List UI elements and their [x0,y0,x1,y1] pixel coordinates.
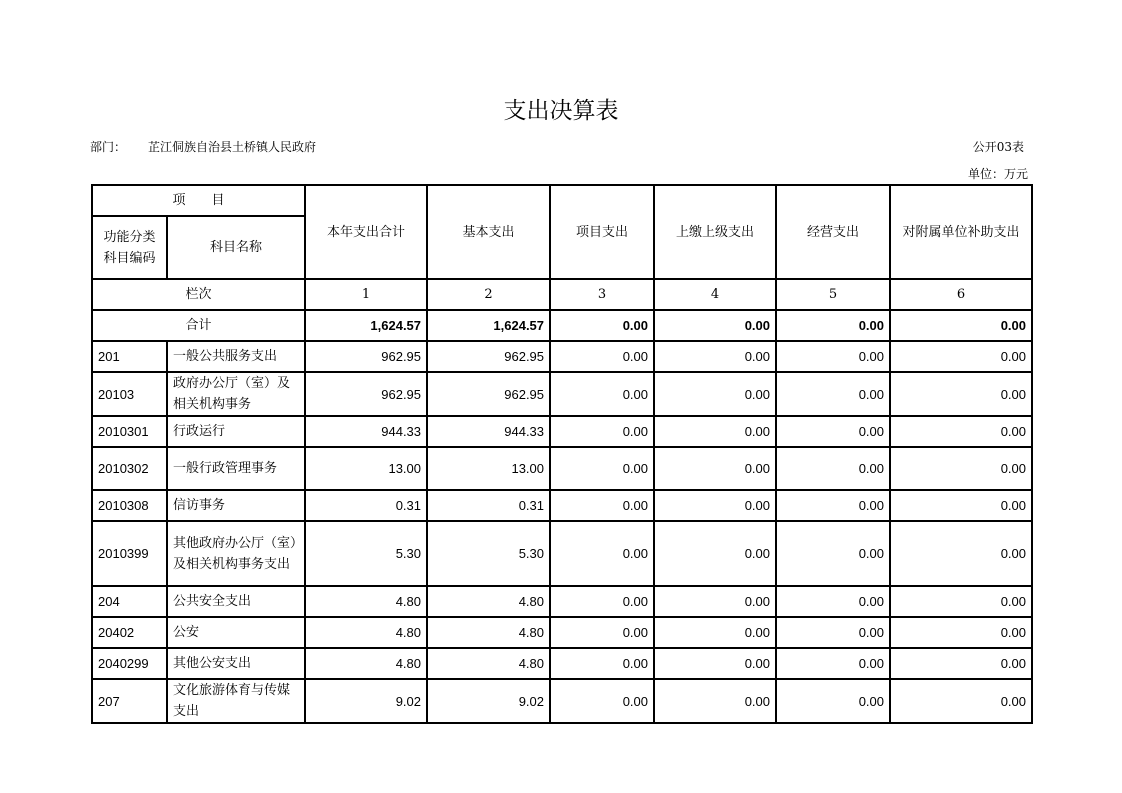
header-col-5: 经营支出 [776,185,890,279]
row-value: 0.00 [654,341,776,372]
row-value: 0.00 [776,521,890,586]
row-code: 204 [92,586,167,617]
total-value: 0.00 [550,310,654,341]
header-code: 功能分类科目编码 [92,216,167,279]
row-code: 20103 [92,372,167,416]
row-code: 2010301 [92,416,167,447]
column-number: 4 [654,279,776,310]
table-row [92,447,1032,490]
department-name: 芷江侗族自治县土桥镇人民政府 [148,140,317,154]
row-value: 5.30 [427,521,550,586]
header-name: 科目名称 [167,216,305,279]
row-value: 0.00 [654,447,776,490]
row-value: 962.95 [305,372,427,416]
row-value: 4.80 [427,586,550,617]
row-value: 0.31 [427,490,550,521]
row-value: 0.00 [550,447,654,490]
row-name: 文化旅游体育与传媒支出 [167,679,305,723]
row-value: 0.00 [890,341,1032,372]
row-value: 0.00 [890,679,1032,723]
row-name: 公安 [167,617,305,648]
header-col-4: 上缴上级支出 [654,185,776,279]
row-value: 0.00 [550,416,654,447]
table-row [92,648,1032,679]
row-value: 0.00 [776,447,890,490]
row-value: 0.00 [890,490,1032,521]
row-value: 0.00 [890,447,1032,490]
row-value: 9.02 [427,679,550,723]
row-name: 行政运行 [167,416,305,447]
row-value: 0.00 [654,586,776,617]
expenditure-table [91,184,1033,724]
column-number: 1 [305,279,427,310]
row-code: 201 [92,341,167,372]
row-value: 0.00 [550,372,654,416]
row-value: 0.00 [550,586,654,617]
row-value: 0.00 [776,416,890,447]
department-label: 部门： [90,140,127,154]
row-value: 0.00 [550,648,654,679]
row-value: 0.00 [776,679,890,723]
row-code: 207 [92,679,167,723]
row-value: 0.00 [890,617,1032,648]
row-value: 0.00 [776,341,890,372]
header-col-2: 基本支出 [427,185,550,279]
table-row [92,679,1032,723]
department-line [90,139,316,155]
row-value: 0.00 [776,617,890,648]
column-number: 2 [427,279,550,310]
form-number: 公开03表 [972,140,1024,154]
row-value: 0.00 [890,372,1032,416]
row-value: 4.80 [427,648,550,679]
row-value: 0.00 [890,648,1032,679]
total-row [92,310,1032,341]
table-row [92,490,1032,521]
row-name: 其他政府办公厅（室）及相关机构事务支出 [167,521,305,586]
row-code: 2010399 [92,521,167,586]
row-value: 13.00 [427,447,550,490]
row-value: 944.33 [427,416,550,447]
row-value: 0.00 [890,521,1032,586]
header-col-1: 本年支出合计 [305,185,427,279]
row-value: 0.00 [550,617,654,648]
page-title: 支出决算表 [503,98,619,124]
column-number: 3 [550,279,654,310]
row-value: 4.80 [305,648,427,679]
row-value: 13.00 [305,447,427,490]
column-index-label: 栏次 [92,279,305,310]
total-value: 1,624.57 [427,310,550,341]
total-value: 0.00 [776,310,890,341]
row-code: 2010302 [92,447,167,490]
header-col-3: 项目支出 [550,185,654,279]
row-value: 962.95 [427,341,550,372]
row-value: 0.00 [550,521,654,586]
row-value: 0.00 [890,586,1032,617]
row-value: 0.00 [890,416,1032,447]
row-value: 0.00 [654,416,776,447]
header-item: 项 目 [92,185,305,216]
total-value: 1,624.57 [305,310,427,341]
column-number: 6 [890,279,1032,310]
table-row [92,521,1032,586]
table-row [92,586,1032,617]
row-value: 9.02 [305,679,427,723]
row-value: 0.00 [550,679,654,723]
row-value: 0.00 [654,679,776,723]
row-value: 0.00 [550,490,654,521]
row-value: 0.00 [654,372,776,416]
row-code: 20402 [92,617,167,648]
row-name: 公共安全支出 [167,586,305,617]
row-value: 962.95 [305,341,427,372]
table-row [92,617,1032,648]
row-value: 0.00 [654,521,776,586]
unit-label: 单位：万元 [967,167,1028,181]
row-name: 一般行政管理事务 [167,447,305,490]
table-row [92,341,1032,372]
row-value: 4.80 [427,617,550,648]
table-row [92,372,1032,416]
row-value: 0.00 [654,617,776,648]
row-name: 政府办公厅（室）及相关机构事务 [167,372,305,416]
row-value: 944.33 [305,416,427,447]
table-row [92,416,1032,447]
row-value: 0.31 [305,490,427,521]
row-value: 962.95 [427,372,550,416]
total-label: 合计 [92,310,305,341]
row-code: 2010308 [92,490,167,521]
row-value: 4.80 [305,617,427,648]
header-col-6: 对附属单位补助支出 [890,185,1032,279]
row-code: 2040299 [92,648,167,679]
row-value: 0.00 [776,372,890,416]
header-row-1 [92,185,1032,216]
total-value: 0.00 [654,310,776,341]
row-value: 0.00 [654,648,776,679]
row-value: 0.00 [776,648,890,679]
row-value: 0.00 [550,341,654,372]
total-value: 0.00 [890,310,1032,341]
row-name: 一般公共服务支出 [167,341,305,372]
row-value: 0.00 [654,490,776,521]
row-name: 信访事务 [167,490,305,521]
row-value: 5.30 [305,521,427,586]
row-name: 其他公安支出 [167,648,305,679]
row-value: 0.00 [776,490,890,521]
row-value: 0.00 [776,586,890,617]
column-number: 5 [776,279,890,310]
row-value: 4.80 [305,586,427,617]
column-index-row [92,279,1032,310]
